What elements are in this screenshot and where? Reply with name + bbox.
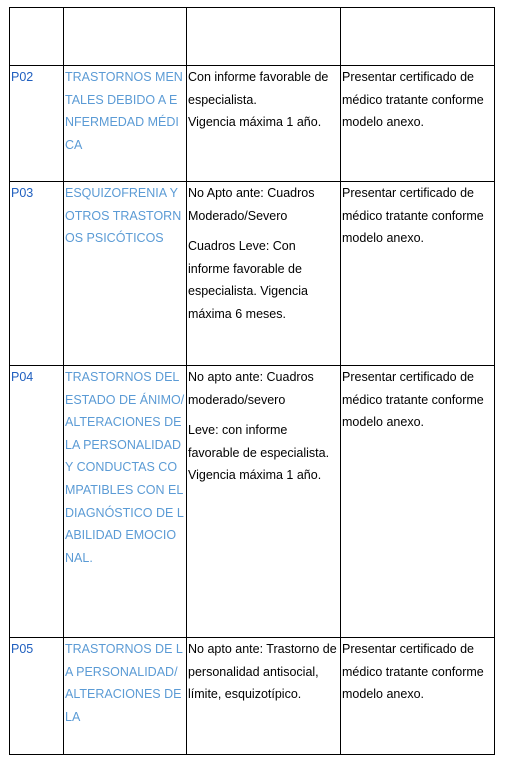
name-cell (64, 182, 187, 366)
row-code: P04 (11, 370, 34, 384)
row-name: TRASTORNOS MENTALES DEBIDO A ENFERMEDAD MÉDICA (65, 70, 183, 152)
row-requirement: Presentar certificado de médico tratante conforme modelo anexo. (342, 70, 484, 130)
requirement-cell (341, 366, 495, 638)
table-row (10, 182, 495, 366)
criteria-cell (187, 66, 341, 182)
row-requirement: Presentar certificado de médico tratante conforme modelo anexo. (342, 186, 484, 246)
criteria-cell (187, 182, 341, 366)
criteria-paragraph: No apto ante: Cuadros moderado/severo (188, 370, 314, 407)
row-requirement: Presentar certificado de médico tratante conforme modelo anexo. (342, 370, 484, 430)
code-cell (10, 182, 64, 366)
row-requirement: Presentar certificado de médico tratante conforme modelo anexo. (342, 642, 484, 702)
table-row (10, 8, 495, 66)
code-cell (10, 366, 64, 638)
requirement-cell (341, 66, 495, 182)
requirement-cell (341, 8, 495, 66)
criteria-cell (187, 366, 341, 638)
table-row (10, 638, 495, 755)
requirements-table (9, 7, 495, 755)
criteria-paragraph: No Apto ante: Cuadros Moderado/Severo (188, 186, 315, 223)
table-row (10, 66, 495, 182)
criteria-paragraph: Con informe favorable de especialista. Vigencia máxima 1 año. (188, 70, 329, 130)
table-row (10, 366, 495, 638)
criteria-cell (187, 638, 341, 755)
name-cell (64, 638, 187, 755)
name-cell (64, 8, 187, 66)
row-code: P03 (11, 186, 34, 200)
name-cell (64, 66, 187, 182)
row-code: P02 (11, 70, 34, 84)
row-name: TRASTORNOS DEL ESTADO DE ÁNIMO/ALTERACIONES DE LA PERSONALIDAD Y CONDUCTAS COMPATIBLES CON EL DIAGNÓSTICO DE LABILIDAD EMOCIONAL. (65, 370, 185, 565)
code-cell (10, 8, 64, 66)
requirement-cell (341, 638, 495, 755)
criteria-paragraph: Cuadros Leve: Con informe favorable de especialista. Vigencia máxima 6 meses. (188, 239, 308, 321)
criteria-cell (187, 8, 341, 66)
row-name: TRASTORNOS DE LA PERSONALIDAD/ALTERACIONES DE LA (65, 642, 183, 724)
row-name: ESQUIZOFRENIA Y OTROS TRASTORNOS PSICÓTICOS (65, 186, 182, 246)
code-cell (10, 638, 64, 755)
row-code: P05 (11, 642, 34, 656)
code-cell (10, 66, 64, 182)
criteria-paragraph: Leve: con informe favorable de especialista. Vigencia máxima 1 año. (188, 423, 330, 483)
criteria-paragraph: No apto ante: Trastorno de personalidad antisocial, límite, esquizotípico. (188, 642, 337, 702)
requirement-cell (341, 182, 495, 366)
name-cell (64, 366, 187, 638)
